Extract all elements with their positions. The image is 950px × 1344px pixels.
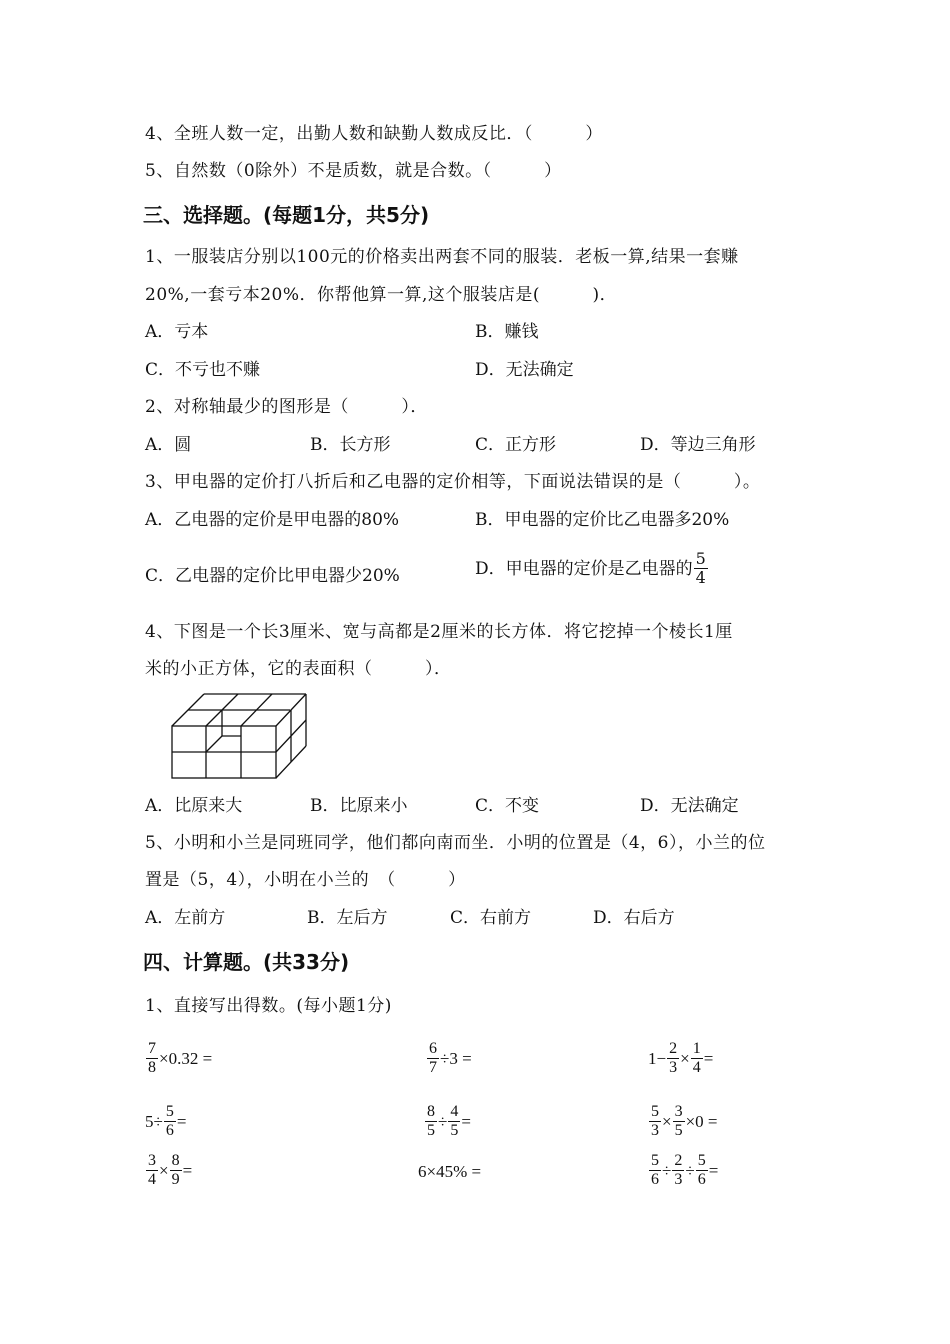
fraction — [694, 550, 708, 587]
fraction — [427, 1040, 439, 1077]
numerator: 7 — [148, 1040, 156, 1057]
s3-q3-option-b: B．甲电器的定价比乙电器多20% — [475, 510, 730, 530]
s3-q4-option-c: C．不变 — [475, 796, 540, 816]
calc-expression — [424, 1103, 471, 1140]
denominator: 6 — [165, 1122, 174, 1139]
calc-expression — [145, 1103, 186, 1140]
s3-q5-option-c: C．右前方 — [450, 908, 532, 928]
fraction — [667, 1040, 679, 1077]
s3-q1-option-c: C．不亏也不赚 — [145, 360, 261, 380]
denominator: 3 — [651, 1122, 659, 1139]
fraction — [170, 1152, 182, 1189]
expression-text: ×0 = — [685, 1111, 718, 1131]
s3-q3-line1: 3、甲电器的定价打八折后和乙电器的定价相等，下面说法错误的是（ ）。 — [145, 472, 761, 492]
denominator: 4 — [695, 568, 706, 587]
numerator: 5 — [697, 1152, 706, 1169]
s4-q1: 1、直接写出得数。(每小题1分) — [145, 996, 392, 1016]
s3-q5-option-b: B．左后方 — [307, 908, 388, 928]
fraction — [425, 1103, 437, 1140]
numerator: 8 — [427, 1103, 435, 1120]
expression-text: = — [708, 1160, 719, 1180]
denominator: 5 — [427, 1122, 435, 1139]
s3-q1-option-b: B．赚钱 — [475, 322, 539, 342]
calc-expression — [145, 1040, 212, 1077]
s3-q4-option-b: B．比原来小 — [310, 796, 408, 816]
s3-q4-option-a: A．比原来大 — [145, 796, 243, 816]
expression-text: 1− — [648, 1048, 667, 1068]
judge-q5: 5、自然数（0除外）不是质数，就是合数。（ ） — [145, 161, 562, 181]
fraction — [164, 1103, 176, 1140]
s3-q3-option-a: A．乙电器的定价是甲电器的80% — [145, 510, 400, 530]
expression-text: = — [182, 1160, 193, 1180]
s3-q2-option-a: A．圆 — [145, 435, 192, 455]
denominator: 3 — [669, 1059, 678, 1076]
s3-q2-option-c: C．正方形 — [475, 435, 557, 455]
numerator: 5 — [651, 1152, 659, 1169]
operator: ÷ — [438, 1111, 448, 1131]
s3-q5-option-d: D．右后方 — [593, 908, 675, 928]
calc-expression — [648, 1040, 713, 1077]
calc-expression — [418, 1162, 481, 1182]
s3-q1-option-a: A．亏本 — [145, 322, 209, 342]
calc-expression — [426, 1040, 472, 1077]
calc-expression — [648, 1103, 718, 1140]
calc-expression — [648, 1152, 718, 1189]
numerator: 6 — [429, 1040, 437, 1057]
numerator: 5 — [165, 1103, 174, 1120]
denominator: 3 — [674, 1171, 683, 1188]
denominator: 4 — [692, 1059, 701, 1076]
cuboid-figure — [170, 690, 310, 782]
denominator: 4 — [148, 1171, 156, 1188]
fraction — [691, 1040, 703, 1077]
numerator: 5 — [695, 549, 706, 568]
fraction — [146, 1152, 158, 1189]
s3-q2-option-d: D．等边三角形 — [640, 435, 756, 455]
numerator: 8 — [171, 1152, 180, 1169]
numerator: 4 — [450, 1103, 459, 1120]
fraction — [649, 1103, 661, 1140]
operator: ÷ — [685, 1160, 695, 1180]
expression-text: = — [703, 1048, 714, 1068]
s3-q3-option-c: C．乙电器的定价比甲电器少20% — [145, 566, 400, 586]
numerator: 5 — [651, 1103, 659, 1120]
s3-q4-line2: 米的小正方体，它的表面积（ ）． — [145, 659, 452, 679]
denominator: 8 — [148, 1059, 156, 1076]
s3-q1-option-d: D．无法确定 — [475, 360, 574, 380]
denominator: 7 — [429, 1059, 437, 1076]
denominator: 6 — [651, 1171, 659, 1188]
section3-title: 三、选择题。(每题1分，共5分) — [143, 203, 430, 227]
s3-q4-line1: 4、下图是一个长3厘米、宽与高都是2厘米的长方体．将它挖掉一个棱长1厘 — [145, 622, 733, 642]
fraction — [448, 1103, 460, 1140]
judge-q4: 4、全班人数一定，出勤人数和缺勤人数成反比．（ ） — [145, 124, 603, 144]
s3-q1-line2: 20%,一套亏本20%．你帮他算一算,这个服装店是( )． — [145, 285, 618, 305]
expression-text: = — [461, 1111, 471, 1131]
numerator: 2 — [669, 1040, 678, 1057]
s3-q1-line1: 1、一服装店分别以100元的价格卖出两套不同的服装．老板一算,结果一套赚 — [145, 247, 739, 267]
denominator: 9 — [171, 1171, 180, 1188]
s3-q5-line2: 置是（5，4），小明在小兰的 （ ） — [145, 870, 466, 890]
s3-q5-option-a: A．左前方 — [145, 908, 226, 928]
s3-q2-line1: 2、对称轴最少的图形是（ ）． — [145, 397, 428, 417]
calc-expression — [145, 1152, 192, 1189]
fraction — [696, 1152, 708, 1189]
operator: × — [662, 1111, 672, 1131]
expression-text: 5÷ — [145, 1111, 163, 1131]
denominator: 5 — [450, 1122, 459, 1139]
denominator: 6 — [697, 1171, 706, 1188]
operator: × — [680, 1048, 690, 1068]
expression-text: ÷3 = — [440, 1048, 472, 1068]
s3-q5-line1: 5、小明和小兰是同班同学，他们都向南而坐．小明的位置是（4，6），小兰的位 — [145, 833, 766, 853]
numerator: 3 — [674, 1103, 683, 1120]
operator: ÷ — [662, 1160, 672, 1180]
numerator: 3 — [148, 1152, 156, 1169]
denominator: 5 — [674, 1122, 683, 1139]
fraction — [673, 1103, 685, 1140]
s3-q4-option-d: D．无法确定 — [640, 796, 739, 816]
numerator: 2 — [674, 1152, 683, 1169]
fraction — [649, 1152, 661, 1189]
s3-q3-option-d-text: D．甲电器的定价是乙电器的 — [475, 558, 693, 579]
expression-text: 6×45% = — [418, 1162, 482, 1181]
numerator: 1 — [692, 1040, 701, 1057]
expression-text: = — [176, 1111, 187, 1131]
operator: × — [159, 1160, 169, 1180]
expression-text: ×0.32 = — [159, 1048, 213, 1068]
fraction — [672, 1152, 684, 1189]
s3-q2-option-b: B．长方形 — [310, 435, 391, 455]
fraction — [146, 1040, 158, 1077]
section4-title: 四、计算题。(共33分) — [143, 950, 350, 974]
s3-q3-option-d — [475, 550, 709, 587]
